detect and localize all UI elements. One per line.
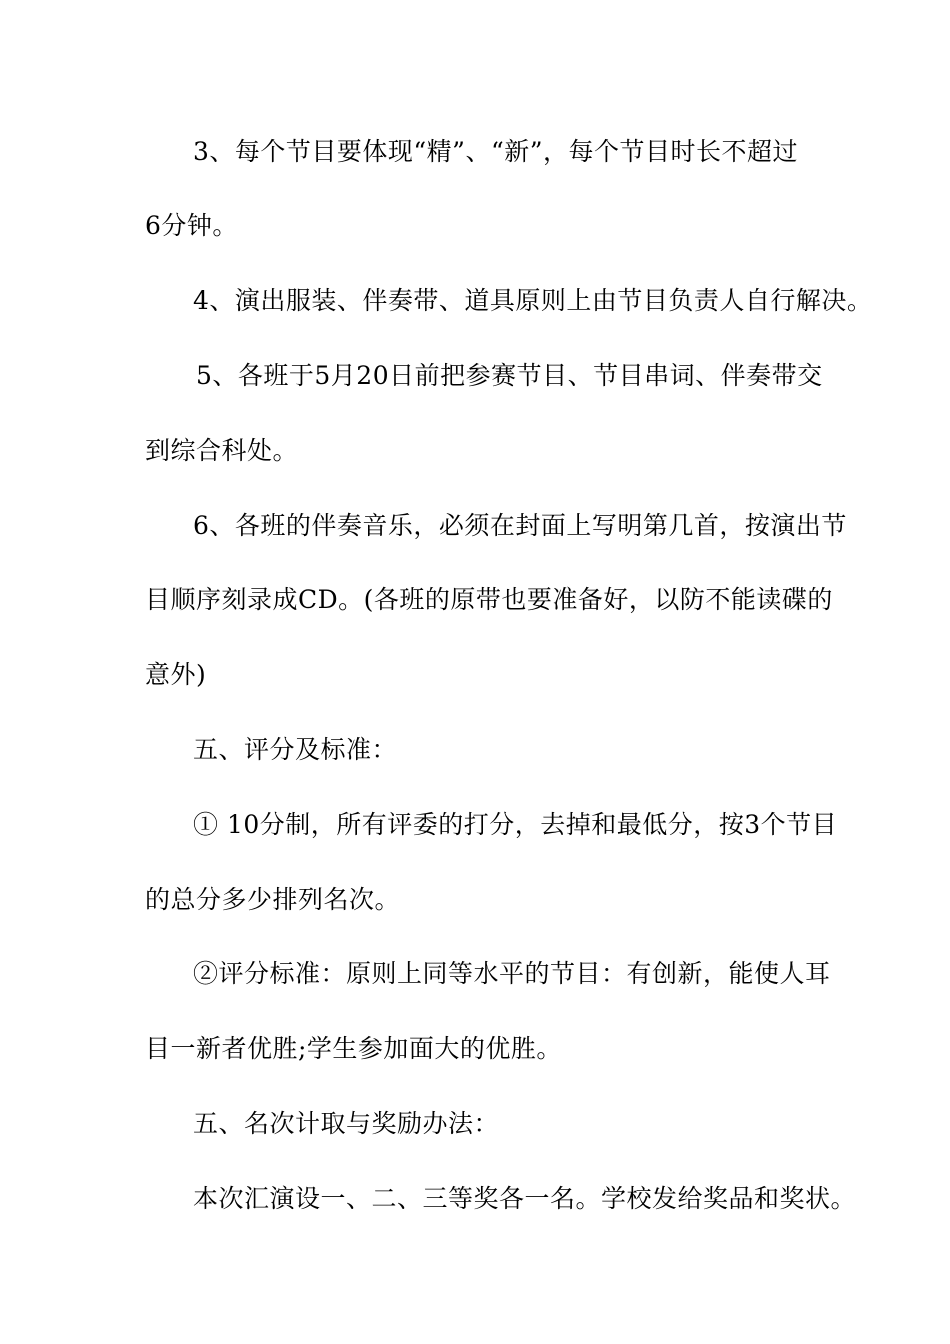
paragraph-line: 6、各班的伴奏音乐，必须在封面上写明第几首，按演出节	[193, 511, 847, 540]
paragraph-line: 到综合科处。	[145, 436, 299, 465]
paragraph-line: 的总分多少排列名次。	[145, 885, 401, 914]
paragraph-line: 目一新者优胜;学生参加面大的优胜。	[145, 1034, 562, 1063]
paragraph-line: 6分钟。	[145, 211, 238, 240]
section-heading: 五、名次计取与奖励办法：	[193, 1109, 500, 1138]
paragraph-line: 目顺序刻录成CD。(各班的原带也要准备好，以防不能读碟的	[145, 585, 833, 614]
paragraph-line: 3、每个节目要体现“精”、“新”，每个节目时长不超过	[193, 137, 799, 166]
paragraph-line: 5、各班于5月20日前把参赛节目、节目串词、伴奏带交	[196, 361, 823, 390]
paragraph-line: 4、演出服装、伴奏带、道具原则上由节目负责人自行解决。	[193, 286, 873, 315]
paragraph-line: ②评分标准：原则上同等水平的节目：有创新，能使人耳	[193, 959, 831, 988]
section-heading: 五、评分及标准：	[193, 735, 398, 764]
paragraph-line: ① 10分制，所有评委的打分，去掉和最低分，按3个节目	[193, 810, 838, 839]
paragraph-line: 本次汇演设一、二、三等奖各一名。学校发给奖品和奖状。	[193, 1184, 857, 1213]
paragraph-line: 意外)	[145, 660, 207, 689]
